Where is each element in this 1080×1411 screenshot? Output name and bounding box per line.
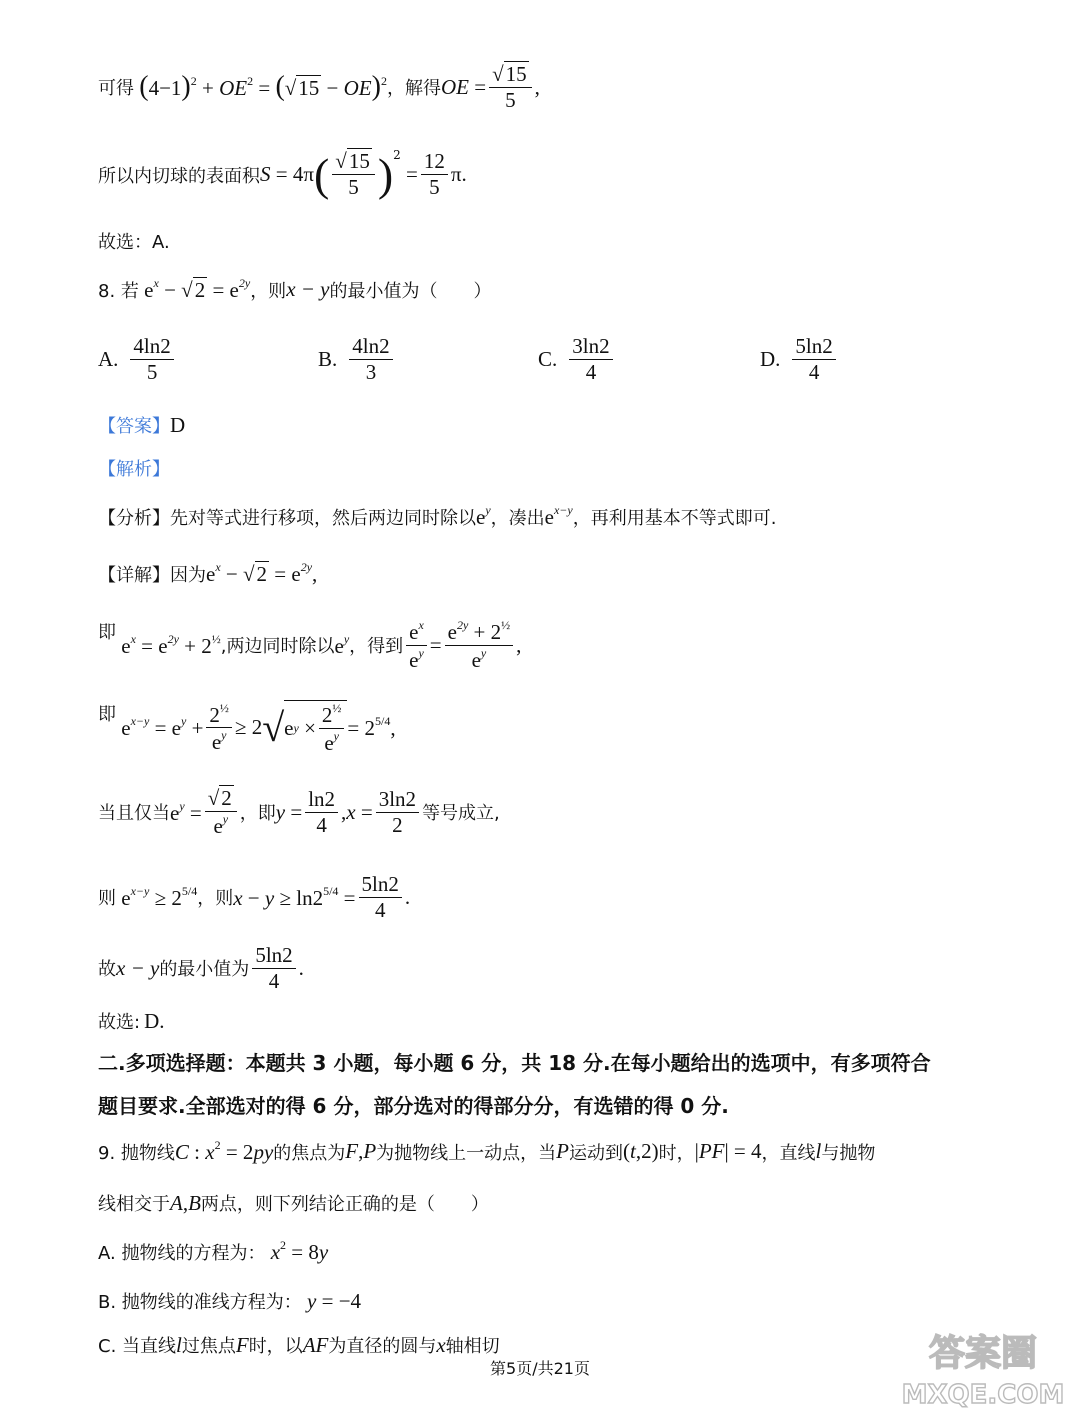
option-a[interactable]: A. $\frac{4\ln 2}{5}$ bbox=[98, 334, 177, 385]
final-choice: 故选: D . bbox=[98, 1008, 165, 1033]
option-9b[interactable]: B. 抛物线的准线方程为： y = −4 bbox=[98, 1288, 362, 1313]
detail-line-6: 故 x − y 的最小值为 $\frac{5\ln 2}{4}$ . bbox=[98, 943, 304, 993]
math-expr: $(4-1)^2 + OE^2 = (√15 - OE)^2$ bbox=[139, 71, 387, 103]
svg-text:答案圈: 答案圈 bbox=[928, 1333, 1038, 1374]
answer-line: 【答案】 D bbox=[98, 412, 186, 437]
option-9c[interactable]: C. 当直线 l 过焦点 F 时，以 AF 为直径的圆与 x 轴相切 bbox=[98, 1332, 500, 1357]
detail-line-5: 则 $e^{x-y} \ge 2^{5/4}$ ，则 $x - y \ge \ln 2^{5/4}$ = $\frac{5\ln 2}{4}$ . bbox=[98, 872, 411, 922]
line-oe-equation: 可得 $(4-1)^2 + OE^2 = (√15 - OE)^2$ ，解得 OE = $\frac{√15}{5}$ , bbox=[98, 62, 540, 112]
fraction: $\frac{√15}{5}$ bbox=[489, 62, 532, 113]
fraction: $\frac{12}{5}$ bbox=[421, 149, 448, 200]
detail-line-3: 即 $e^{x-y} = e^y$ + $\frac{2^{\frac{1}{2}}}{e^y}$ ≥ 2 √ e y × $\frac{2^{\frac{1}{2}}}{e^y}$ = $2^{5/4}$, bbox=[98, 700, 396, 755]
question-9-line2: 线相交于 A , B 两点，则下列结论正确的是（ ） bbox=[98, 1190, 489, 1215]
detail-line-2: 即 $e^x = e^{2y} + 2^{\frac{1}{2}}$ ,两边同时除以 $e^y$ ，得到 $\frac{e^x}{e^y}$ = $\frac{e^{2y} + 2^{\frac{1}{2}}}{e^y}$ , bbox=[98, 618, 522, 672]
section-2-heading-line2: 题目要求.全部选对的得 6 分，部分选对的得部分分，有选错的得 0 分. bbox=[98, 1094, 729, 1118]
detail-line-4: 当且仅当 $e^y$ = $\frac{√2}{e^y}$ ，即 y = $\frac{\ln 2}{4}$ ,x = $\frac{3\ln 2}{2}$ 等号成立, bbox=[98, 786, 500, 838]
page-footer: 第5页/共21页 bbox=[490, 1359, 590, 1378]
option-9a[interactable]: A. 抛物线的方程为： $x^2 = 8y$ bbox=[98, 1238, 329, 1264]
fraction: $\frac{√15}{5}$ bbox=[332, 149, 375, 200]
choice-line: 故选：A. bbox=[98, 232, 170, 253]
option-d[interactable]: D. $\frac{5\ln 2}{4}$ bbox=[760, 334, 839, 385]
line-surface-area: 所以内切球的表面积 S = 4π ( $\frac{√15}{5}$ ) $^2$ = $\frac{12}{5}$ π . bbox=[98, 148, 467, 200]
question-8: 8. 若 $e^x - √2 = e^{2y}$ ，则 x − y 的最小值为（ ） bbox=[98, 276, 492, 302]
svg-text:MXQE.COM: MXQE.COM bbox=[901, 1380, 1065, 1409]
section-2-heading-line1: 二.多项选择题：本题共 3 小题，每小题 6 分，共 18 分.在每小题给出的选项中，有多项符合 bbox=[98, 1051, 931, 1075]
option-b[interactable]: B. $\frac{4\ln 2}{3}$ bbox=[318, 334, 396, 385]
option-c[interactable]: C. $\frac{3\ln 2}{4}$ bbox=[538, 334, 616, 385]
analysis-summary: 【分析】先对等式进行移项，然后两边同时除以 $e^y$ ，凑出 $e^{x-y}$ ，再利用基本不等式即可. bbox=[98, 503, 777, 529]
detail-line-1: 【详解】因为 $e^x - √2 = e^{2y}$, bbox=[98, 560, 318, 586]
analysis-tag: 【解析】 bbox=[98, 459, 170, 480]
watermark-logo bbox=[898, 1325, 1068, 1409]
question-9-line1: 9. 抛物线 C : $x^2 = 2py$ 的焦点为 F , P 为抛物线上一动点，当 P 运动到 (t,2) 时， |PF| = 4 ，直线 l 与抛物 bbox=[98, 1138, 876, 1164]
